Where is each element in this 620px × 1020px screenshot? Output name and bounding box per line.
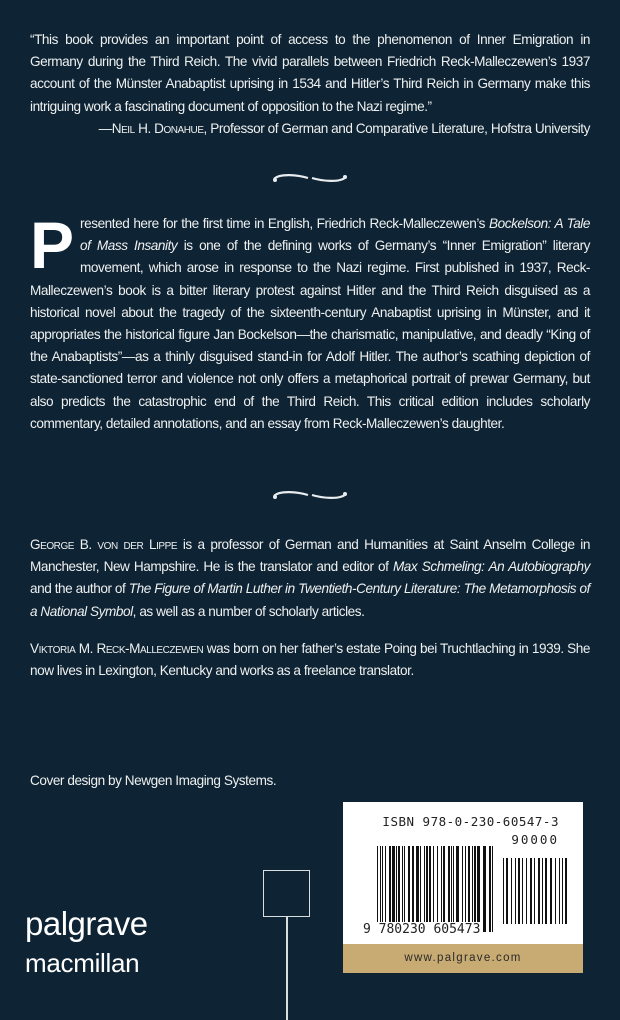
bio-text: , as well as a number of scholarly articles.	[132, 603, 365, 619]
barcode-bar	[477, 846, 480, 932]
translator-name: Viktoria M. Reck-Malleczewen	[30, 641, 204, 656]
barcode-bar	[522, 858, 523, 924]
barcode-bar	[526, 858, 527, 924]
barcode-bars-icon	[377, 846, 587, 932]
barcode-bar	[433, 846, 434, 932]
barcode-bar	[511, 858, 512, 924]
quote-affiliation: , Professor of German and Comparative Literature, Hofstra University	[203, 120, 590, 136]
barcode-bar	[424, 846, 425, 932]
barcode-bar	[565, 858, 567, 924]
barcode-bar	[534, 858, 535, 924]
price-code: 90000	[511, 832, 559, 847]
quote-text: “This book provides an important point of access to the phenomenon of Inner Emigration in Germany during the Third Reich. The vivid parallels between Friedrich Reck-Malleczewen’s 1937 account of the Münster Anabaptist uprising in 1534 and Hitler’s Third Reich in Germany make this intriguing work a fascinating document of opposition to the Nazi regime.”	[30, 32, 590, 114]
barcode-bar	[542, 858, 543, 924]
barcode-bar	[503, 858, 504, 924]
quote-author: Neil H. Donahue	[111, 120, 204, 136]
quote-attribution	[30, 118, 590, 140]
barcode-bar	[472, 846, 473, 932]
barcode-bar	[392, 846, 395, 932]
barcode-bar	[483, 846, 486, 932]
barcode-bar	[530, 858, 532, 924]
book-title: Max Schmeling: An Autobiography	[392, 559, 590, 575]
description-body: is one of the defining works of Germany’s “Inner Emigration” literary movement, which arose in response to the Nazi regime. First published in 1937, Reck-Malleczewen’s book is a bitter literary protest against Hitler and the Third Reich disguised as a historical novel about the tragedy of the sixteenth-century Anabaptist uprising in Münster, and it appropriates the historical figure Jan Bockelson—the charismatic, manipulative, and deadly “King of the Anabaptists”—as a thinly disguised stand-in for Adolf Hitler. The author’s scathing depiction of state-sanctioned terror and violence not only offers a metaphorical portrait of prewar Germany, but also predicts the catastrophic end of the Third Reich. This critical edition includes scholarly commentary, detailed annotations, and an essay from Reck-Malleczewen’s daughter.	[30, 238, 590, 431]
barcode-bar	[506, 858, 508, 924]
barcode-bar	[402, 846, 403, 932]
barcode-bar	[545, 858, 547, 924]
barcode-bar	[538, 858, 540, 924]
bio-text: was born on her father’s estate Poing bei Truchtlaching in 1939. She now lives in Lexington, Kentucky and works as a freelance translator.	[30, 641, 590, 679]
barcode-bar	[456, 846, 459, 932]
ornament-divider-icon	[270, 171, 350, 185]
barcode-bar	[468, 846, 470, 932]
barcode-bar	[429, 846, 431, 932]
barcode-bar	[448, 846, 450, 932]
barcode-bar	[474, 846, 476, 932]
drop-cap: P	[30, 208, 75, 282]
barcode-bar	[492, 846, 493, 932]
ean-number: 9 780230 605473	[363, 922, 481, 937]
barcode-bar	[408, 846, 410, 932]
translator-bio	[30, 638, 590, 682]
isbn-barcode	[343, 802, 583, 973]
barcode-bar	[426, 846, 428, 932]
endorsement-quote	[30, 29, 590, 140]
publisher-url: www.palgrave.com	[343, 944, 583, 973]
logo-line	[286, 917, 288, 1020]
publisher-logo-macmillan: macmillan	[25, 948, 140, 978]
barcode-bar	[443, 846, 445, 932]
barcode-bar	[465, 846, 466, 932]
barcode-bar	[518, 858, 520, 924]
barcode-bar	[420, 846, 421, 932]
book-title: Bockelson: A Tale of Mass Insanity	[80, 216, 590, 254]
barcode-bar	[404, 846, 405, 932]
cover-credit: Cover design by Newgen Imaging Systems.	[30, 773, 277, 788]
barcode-bar	[382, 846, 383, 932]
bio-text: and the author of	[30, 581, 129, 597]
barcode-bar	[555, 858, 556, 924]
dash: —	[98, 120, 112, 136]
barcode-bar	[562, 858, 563, 924]
barcode-bar	[389, 846, 391, 932]
book-description	[30, 208, 590, 435]
editor-bio	[30, 534, 590, 623]
barcode-bar	[412, 846, 414, 932]
barcode-bar	[380, 846, 381, 932]
publisher-logo-palgrave: palgrave	[25, 905, 148, 942]
barcode-bar	[396, 846, 397, 932]
barcode-bar	[451, 846, 452, 932]
barcode-bar	[489, 846, 491, 932]
bio-text: is a professor of German and Humanities at Saint Anselm College in Manchester, New Hampshire. He is the translator and editor of	[30, 537, 590, 575]
logo-square-icon	[263, 870, 310, 917]
barcode-bar	[398, 846, 400, 932]
barcode-bar	[385, 846, 386, 932]
barcode-bar	[515, 858, 516, 924]
barcode-bar	[550, 858, 552, 924]
book-title: The Figure of Martin Luther in Twentieth-Century Literature: The Metamorphosis of a National Symbol	[30, 581, 590, 619]
barcode-bar	[377, 846, 378, 932]
barcode-bar	[441, 846, 442, 932]
description-lead: resented here for the first time in English, Friedrich Reck-Malleczewen’s	[80, 216, 490, 231]
isbn-number: ISBN 978-0-230-60547-3	[382, 814, 559, 829]
barcode-bar	[559, 858, 560, 924]
editor-name: George B. von der Lippe	[30, 537, 178, 552]
barcode-bar	[462, 846, 463, 932]
ornament-divider-icon	[270, 488, 350, 502]
barcode-bar	[416, 846, 419, 932]
barcode-bar	[437, 846, 438, 932]
barcode-bar	[453, 846, 454, 932]
